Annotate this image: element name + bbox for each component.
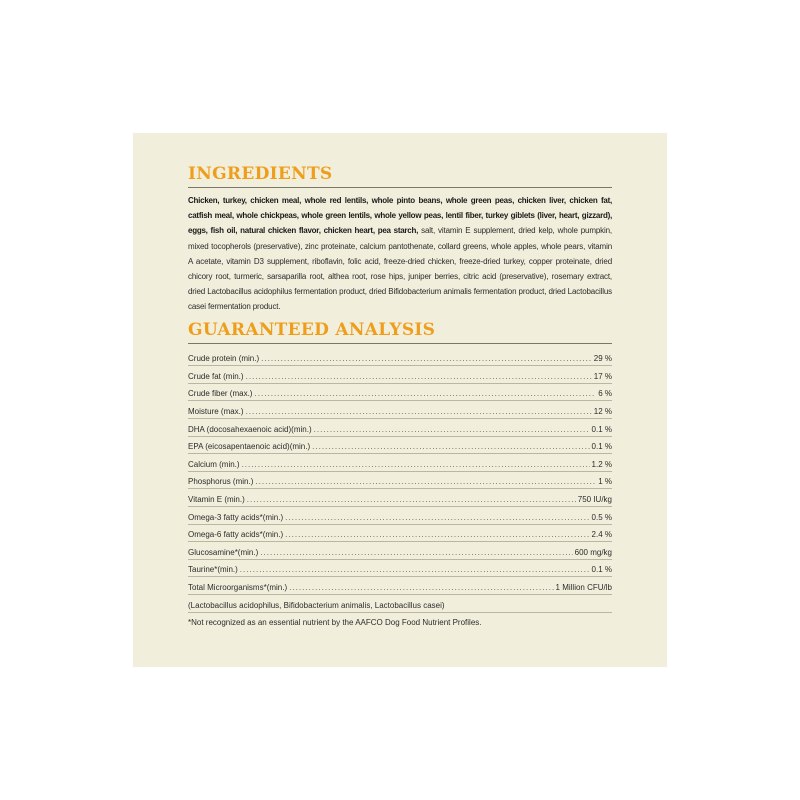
analysis-label: EPA (eicosapentaenoic acid)(min.) <box>188 442 311 452</box>
analysis-value: 1 Million CFU/lb <box>555 582 612 592</box>
analysis-row <box>188 507 612 525</box>
ingredients-bold-text: Chicken, turkey, chicken meal, whole red lentils, whole pinto beans, whole green peas, chicken liver, chicken fat, catfish meal, whole chickpeas, whole green lentils, whole yellow peas, lentil fiber, turkey giblets (liver, heart, gizzard), eggs, fish oil, natural chicken flavor, chicken heart, pea starch, <box>188 196 612 236</box>
analysis-label: Total Microorganisms*(min.) <box>188 582 288 592</box>
dot-leader <box>314 425 590 434</box>
analysis-label: Moisture (max.) <box>188 407 244 416</box>
analysis-value: 750 IU/kg <box>577 494 612 504</box>
analysis-value: 0.1 % <box>591 565 612 575</box>
ingredients-list <box>188 193 612 315</box>
footnote: *Not recognized as an essential nutrient by the AAFCO Dog Food Nutrient Profiles. <box>188 617 482 627</box>
analysis-title: GUARANTEED ANALYSIS <box>188 319 436 340</box>
analysis-value: 29 % <box>593 354 612 364</box>
analysis-value: 1.2 % <box>591 459 612 469</box>
analysis-label: Glucosamine*(min.) <box>188 547 259 557</box>
panel-content <box>188 163 612 627</box>
analysis-row <box>188 577 612 595</box>
analysis-row <box>188 366 612 384</box>
analysis-value: 0.5 % <box>591 512 612 522</box>
dot-leader <box>260 548 572 557</box>
dot-leader <box>285 513 589 522</box>
analysis-value: 0.1 % <box>591 442 612 452</box>
analysis-table <box>188 349 612 595</box>
analysis-value: 2.4 % <box>591 530 612 540</box>
microorganisms-note: (Lactobacillus acidophilus, Bifidobacterium animalis, Lactobacillus casei) <box>188 595 612 613</box>
analysis-row <box>188 419 612 437</box>
analysis-row <box>188 384 612 402</box>
ingredients-regular-text: salt, vitamin E supplement, dried kelp, whole pumpkin, mixed tocopherols (preservative), zinc proteinate, calcium pantothenate, collard greens, whole apples, whole pears, vitamin A acetate, vitamin D3 supplement, riboflavin, folic acid, freeze-dried chicken, freeze-dried turkey, copper proteinate, dried chicory root, turmeric, sarsaparilla root, althea root, rose hips, juniper berries, citric acid (preservative), rosemary extract, dried Lactobacillus acidophilus fermentation product, dried Bifidobacterium animalis fermentation product, dried Lactobacillus casei fermentation product. <box>188 226 612 312</box>
analysis-label: Omega-3 fatty acids*(min.) <box>188 512 284 522</box>
ingredients-divider <box>188 187 612 188</box>
analysis-row <box>188 542 612 560</box>
analysis-value: 1 % <box>598 477 612 487</box>
analysis-value: 12 % <box>593 407 612 416</box>
dot-leader <box>247 495 576 504</box>
analysis-label: Crude protein (min.) <box>188 354 260 364</box>
analysis-row <box>188 454 612 472</box>
analysis-label: Calcium (min.) <box>188 459 240 469</box>
analysis-label: Crude fat (min.) <box>188 371 244 381</box>
analysis-value: 6 % <box>598 389 612 399</box>
analysis-label: DHA (docosahexaenoic acid)(min.) <box>188 424 312 434</box>
analysis-label: Taurine*(min.) <box>188 565 238 575</box>
analysis-row <box>188 489 612 507</box>
dot-leader <box>312 442 589 451</box>
analysis-value: 600 mg/kg <box>574 547 612 557</box>
nutrition-panel <box>133 133 667 667</box>
analysis-label: Vitamin E (min.) <box>188 494 245 504</box>
analysis-label: Omega-6 fatty acids*(min.) <box>188 530 284 540</box>
analysis-value: 17 % <box>593 371 612 381</box>
dot-leader <box>240 565 590 574</box>
analysis-row <box>188 349 612 367</box>
dot-leader <box>255 477 596 486</box>
dot-leader <box>289 583 553 592</box>
dot-leader <box>242 460 590 469</box>
analysis-value: 0.1 % <box>591 424 612 434</box>
analysis-label: Phosphorus (min.) <box>188 477 254 487</box>
dot-leader <box>254 389 596 398</box>
dot-leader <box>246 372 592 381</box>
analysis-divider <box>188 343 612 344</box>
analysis-row <box>188 472 612 490</box>
ingredients-title: INGREDIENTS <box>188 164 333 184</box>
analysis-row <box>188 525 612 543</box>
analysis-label: Crude fiber (max.) <box>188 389 253 399</box>
dot-leader <box>285 530 589 539</box>
analysis-row <box>188 560 612 578</box>
dot-leader <box>246 407 592 416</box>
dot-leader <box>261 354 592 363</box>
analysis-row <box>188 401 612 419</box>
analysis-row <box>188 437 612 455</box>
